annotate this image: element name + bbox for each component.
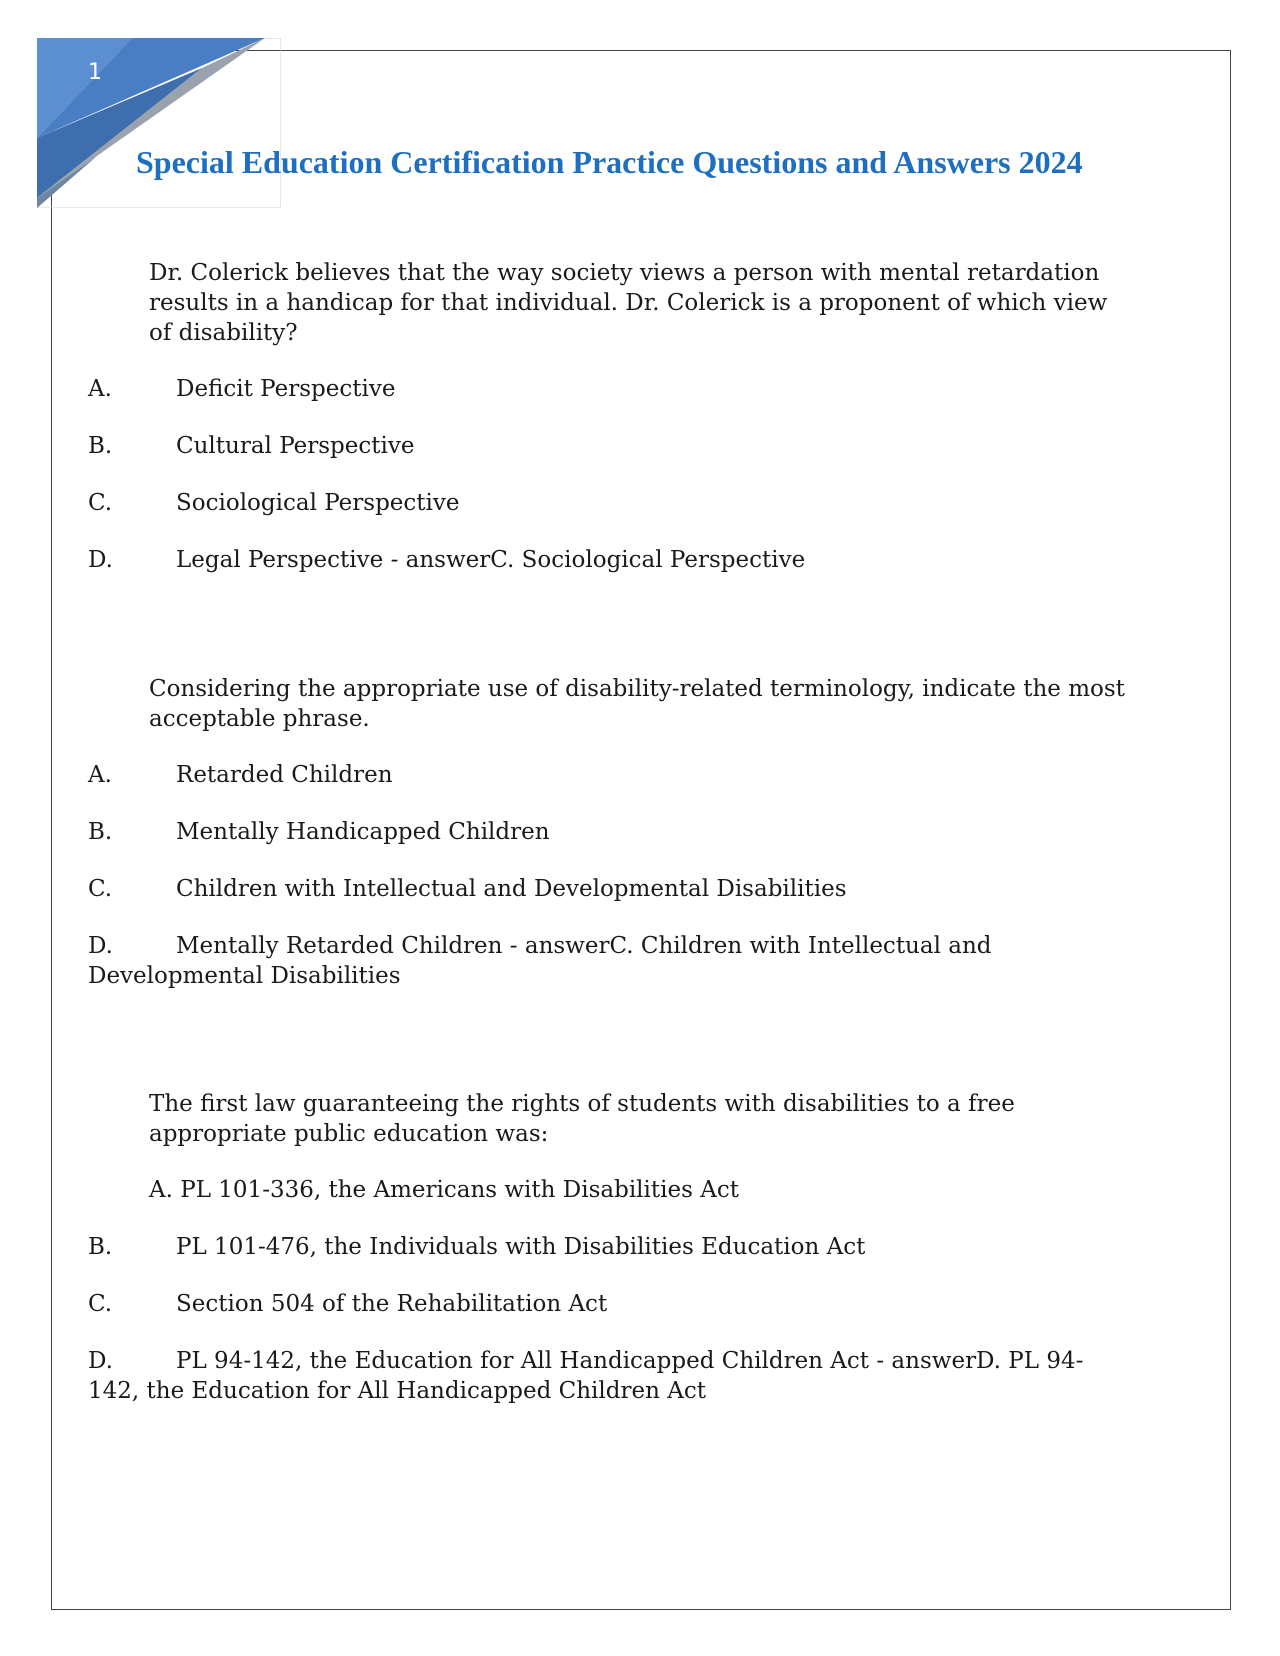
document-title: Special Education Certification Practice Questions and Answers 2024 [136, 144, 1083, 180]
answer-option [88, 1289, 1128, 1319]
answer-option [88, 1175, 1128, 1205]
option-text: Mentally Handicapped Children [176, 819, 550, 845]
option-letter: B. [88, 433, 113, 459]
page-corner-decoration [37, 38, 281, 208]
option-text: Children with Intellectual and Developmental Disabilities [176, 876, 847, 902]
option-text: PL 94-142, the Education for All Handicapped Children Act - answerD. PL 94-142, the Education for All Handicapped Children Act [88, 1348, 1084, 1404]
option-letter: A. [149, 1177, 173, 1203]
answer-option [88, 931, 1128, 991]
option-letter: B. [88, 819, 113, 845]
option-letter: A. [88, 376, 112, 402]
question-block [88, 1089, 1128, 1406]
option-text: PL 101-336, the Americans with Disabilities Act [180, 1177, 739, 1203]
question-prompt: The first law guaranteeing the rights of students with disabilities to a free appropriate public education was: [149, 1091, 1015, 1147]
spacer [88, 575, 1128, 674]
question-block [88, 258, 1128, 575]
option-text: PL 101-476, the Individuals with Disabilities Education Act [176, 1234, 866, 1260]
answer-option [88, 817, 1128, 847]
option-text: Mentally Retarded Children - answerC. Children with Intellectual and Developmental Disabilities [88, 933, 992, 989]
option-letter: A. [88, 762, 112, 788]
answer-option [88, 488, 1128, 518]
option-text: Legal Perspective - answerC. Sociological Perspective [176, 547, 806, 573]
answer-option [88, 1346, 1128, 1406]
answer-option [88, 1232, 1128, 1262]
question-block [88, 674, 1128, 991]
option-text: Retarded Children [176, 762, 393, 788]
page-number: 1 [88, 60, 102, 85]
option-text: Cultural Perspective [176, 433, 415, 459]
option-letter: C. [88, 490, 113, 516]
question-prompt: Considering the appropriate use of disability-related terminology, indicate the most acceptable phrase. [149, 676, 1125, 732]
option-letter: D. [88, 1348, 113, 1374]
spacer [88, 991, 1128, 1089]
option-letter: D. [88, 933, 113, 959]
question-prompt: Dr. Colerick believes that the way society views a person with mental retardation results in a handicap for that individual. Dr. Colerick is a proponent of which view of disability? [149, 260, 1108, 346]
answer-option [88, 874, 1128, 904]
answer-option [88, 545, 1128, 575]
option-letter: C. [88, 876, 113, 902]
option-text: Deficit Perspective [176, 376, 396, 402]
answer-option [88, 431, 1128, 461]
option-text: Sociological Perspective [176, 490, 460, 516]
document-body [88, 258, 1128, 1406]
option-letter: B. [88, 1234, 113, 1260]
option-letter: D. [88, 547, 113, 573]
option-text: Section 504 of the Rehabilitation Act [176, 1291, 608, 1317]
answer-option [88, 374, 1128, 404]
answer-option [88, 760, 1128, 790]
option-letter: C. [88, 1291, 113, 1317]
